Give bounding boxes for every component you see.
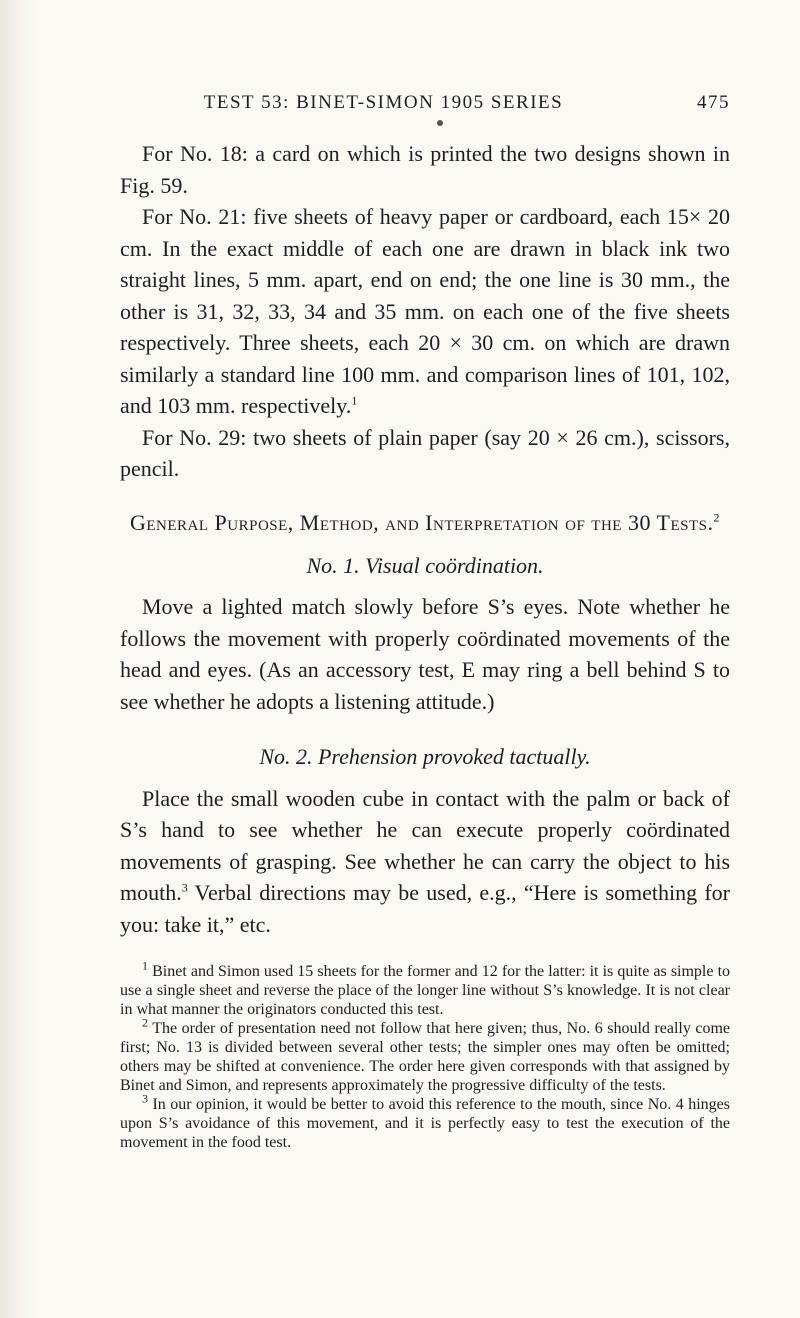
- paragraph-no-29: For No. 29: two sheets of plain paper (say 20 × 26 cm.), scissors, pencil.: [120, 424, 730, 481]
- paragraph-no-21: [120, 201, 730, 422]
- page-number: 475: [697, 92, 730, 113]
- footnote-text: Binet and Simon used 15 sheets for the former and 12 for the latter: it is quite as simple to use a single sheet and reverse the place of the longer line without S’s knowledge. It is not clear in what manner the originators conducted this test.: [120, 963, 731, 1018]
- running-title: TEST 53: BINET-SIMON 1905 SERIES: [203, 92, 564, 113]
- test-2-text-cont: Verbal directions may be used, e.g., “Here is something for you: take it,” etc.: [120, 880, 730, 937]
- footnote-mark: 2: [142, 1015, 148, 1030]
- test-2-heading: No. 2. Prehension provoked tactually.: [259, 744, 591, 769]
- paragraph-no-21-text: For No. 21: five sheets of heavy paper or cardboard, each 15× 20 cm. In the exact middle of each one are drawn in black ink two straight lines, 5 mm. apart, end on end; the one line is 30 mm., the other is 31, 32, 33, 34 and 35 mm. on each one of the five sheets respectively. Three sheets, each 20 × 30 cm. on which are drawn similarly a standard line 100 mm. and comparison lines of 101, 102, and 103 mm. respectively.: [120, 204, 730, 418]
- footnote-2: [120, 1015, 731, 1095]
- footnote-mark: 3: [142, 1091, 148, 1106]
- footnote-mark: 1: [142, 958, 148, 973]
- page-body: [120, 138, 730, 1152]
- test-1-paragraph: Move a lighted match slowly before S’s eyes. Note whether he follows the movement with properly coördinated movements of the head and eyes. (As an accessory test, E may ring a bell behind S to see whether he adopts a listening attitude.): [120, 594, 730, 714]
- test-1-heading: No. 1. Visual coördination.: [306, 552, 544, 578]
- footnotes: [120, 958, 731, 1152]
- test-2-text: Place the small wooden cube in contact with the palm or back of S’s hand to see whether he can execute properly coördinated movements of grasping. See whether he can carry the object to his mouth.: [120, 785, 730, 905]
- footnote-ref-2: 2: [713, 510, 720, 525]
- footnote-text: In our opinion, it would be better to avoid this reference to the mouth, since No. 4 hinges upon S’s avoidance of this movement, and it is perfectly easy to test the execution of the movement in the food test.: [120, 1096, 730, 1151]
- running-head: [160, 92, 730, 114]
- footnote-ref-3: 3: [181, 880, 188, 895]
- footnote-ref-1: 1: [351, 393, 358, 408]
- footnote-text: The order of presentation need not follow that here given; thus, No. 6 should really come first; No. 13 is divided between several other tests; the simpler ones may often be omitted; others may be shifted at convenience. The order here given corresponds with that assigned by Binet and Simon, and represents approximately the progressive difficulty of the tests.: [120, 1020, 731, 1094]
- test-2-paragraph: [120, 783, 730, 941]
- section-heading: [120, 507, 730, 538]
- footnote-1: [120, 958, 731, 1019]
- section-heading-text: General Purpose, Method, and Interpretation of the 30 Tests.: [129, 509, 714, 535]
- footnote-3: [120, 1091, 730, 1152]
- print-speck: [437, 120, 443, 126]
- paragraph-no-18: For No. 18: a card on which is printed the two designs shown in Fig. 59.: [120, 141, 730, 198]
